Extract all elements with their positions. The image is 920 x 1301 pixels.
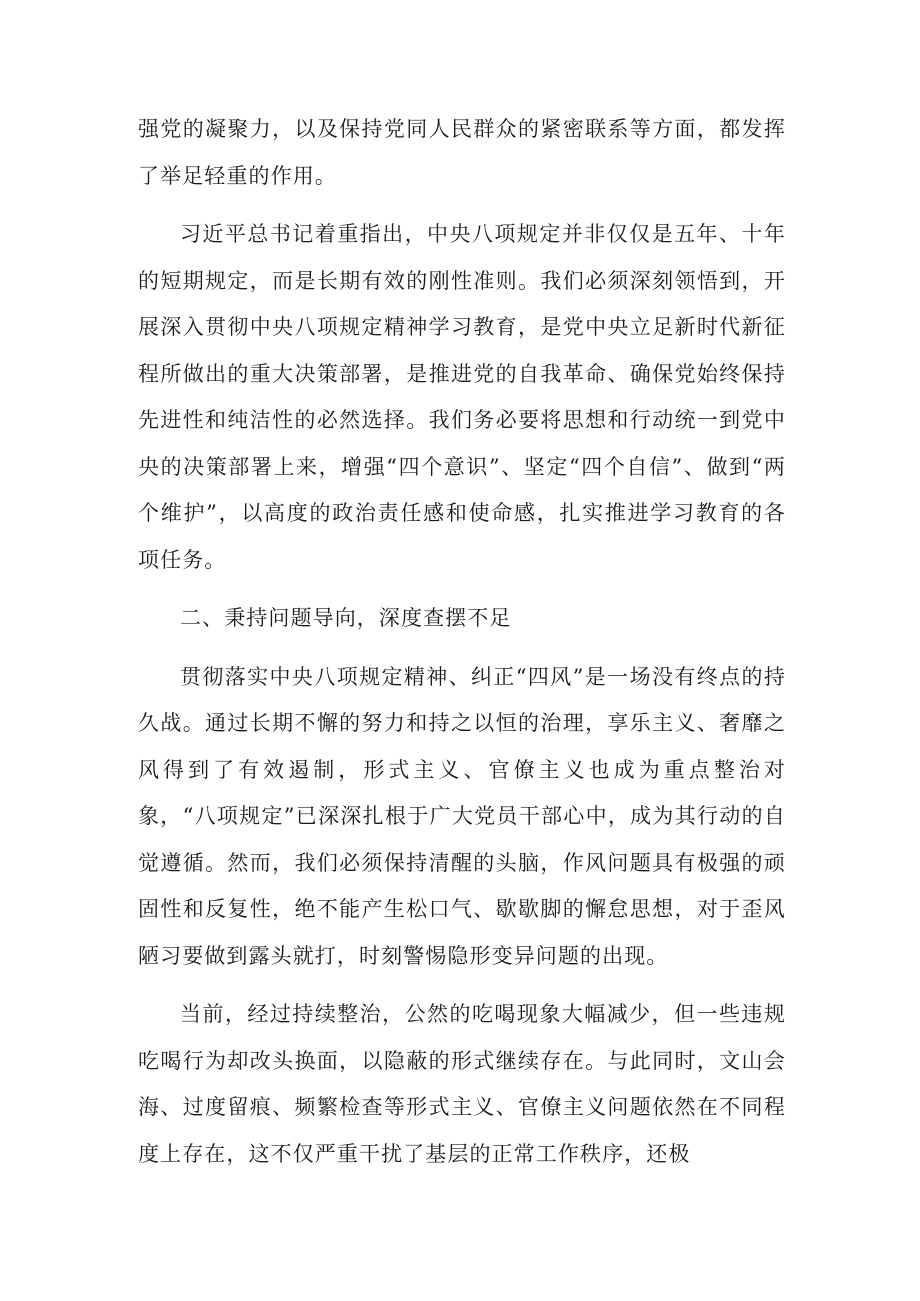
section-heading-two: 二、秉持问题导向，深度查摆不足 [180,606,512,630]
paragraph-continuation: 强党的凝聚力，以及保持党同人民群众的紧密联系等方面，都发挥了举足轻重的作用。 [138,117,786,188]
paragraph-current-situation: 当前，经过持续整治，公然的吃喝现象大幅减少，但一些违规吃喝行为却改头换面，以隐蔽的形式继续存在。与此同时，文山会海、过度留痕、频繁检查等形式主义、官僚主义问题依然在不同程度上存在，这不仅严重干扰了基层的正常工作秩序，还极 [138,1002,786,1166]
paragraph-four-winds: 贯彻落实中央八项规定精神、纠正“四风”是一场没有终点的持久战。通过长期不懈的努力和持之以恒的治理，享乐主义、奢靡之风得到了有效遏制，形式主义、官僚主义也成为重点整治对象，“八项规定”已深深扎根于广大党员干部心中，成为其行动的自觉遵循。然而，我们必须保持清醒的头脑，作风问题具有极强的顽固性和反复性，绝不能产生松口气、歇歇脚的懈怠思想，对于歪风陋习要做到露头就打，时刻警惕隐形变异问题的出现。 [138,664,786,968]
document-page [138,106,786,1189]
paragraph-eight-rules-importance: 习近平总书记着重指出，中央八项规定并非仅仅是五年、十年的短期规定，而是长期有效的刚性准则。我们必须深刻领悟到，开展深入贯彻中央八项规定精神学习教育，是党中央立足新时代新征程所做出的重大决策部署，是推进党的自我革命、确保党始终保持先进性和纯洁性的必然选择。我们务必要将思想和行动统一到党中央的决策部署上来，增强“四个意识”、坚定“四个自信”、做到“两个维护”，以高度的政治责任感和使命感，扎实推进学习教育的各项任务。 [138,222,786,572]
